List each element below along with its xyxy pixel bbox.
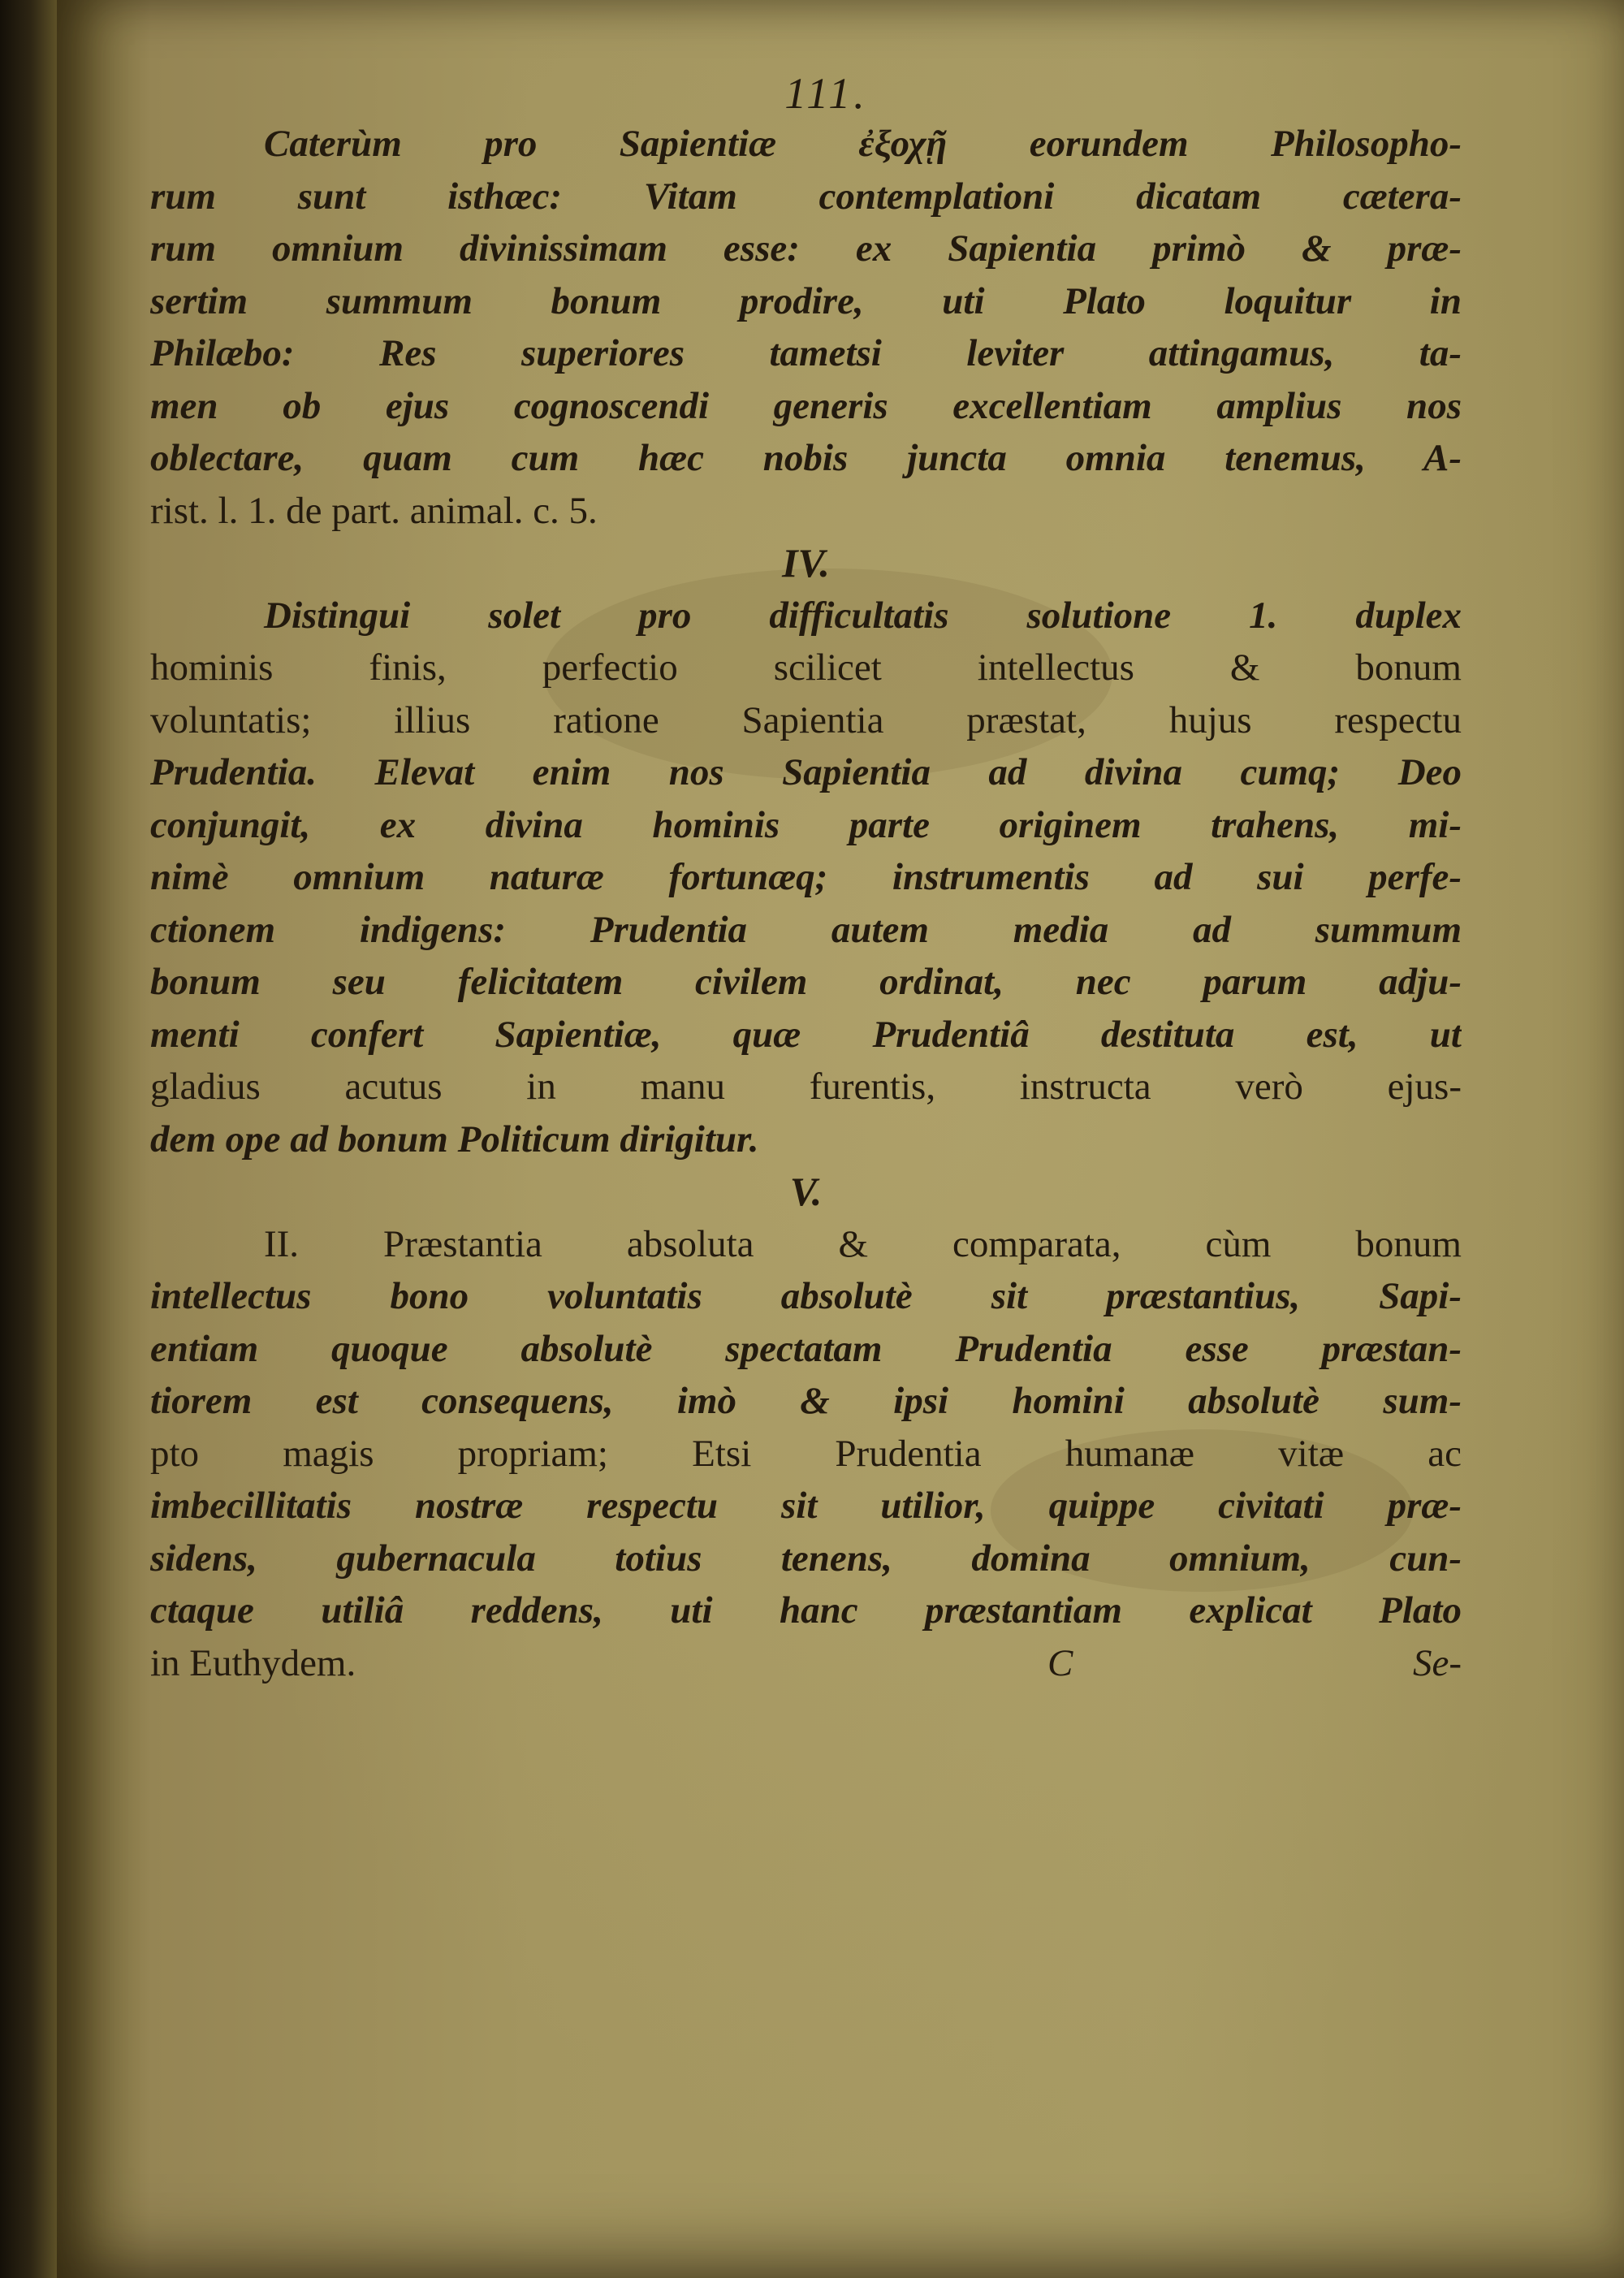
text-line: gladius acutus in manu furentis, instructa verò ejus- bbox=[150, 1066, 1462, 1108]
text-line: ctaque utiliâ reddens, uti hanc præstantiam explicat Plato bbox=[150, 1589, 1462, 1632]
text-line: pto magis propriam; Etsi Prudentia humanæ vitæ ac bbox=[150, 1432, 1462, 1475]
text-line: ctionem indigens: Prudentia autem media ad summum bbox=[150, 908, 1462, 951]
text-block bbox=[150, 69, 1462, 1689]
section-heading-iv: IV. bbox=[782, 540, 830, 586]
page-footer bbox=[150, 1637, 1462, 1690]
text-line: rist. l. 1. de part. animal. c. 5. bbox=[150, 489, 598, 532]
text-line: rum sunt isthæc: Vitam contemplationi dicatam cætera- bbox=[150, 175, 1462, 218]
book-page bbox=[57, 0, 1624, 2278]
text-line: entiam quoque absolutè spectatam Prudentia esse præstan- bbox=[150, 1327, 1462, 1370]
text-line: intellectus bono voluntatis absolutè sit præstantius, Sapi- bbox=[150, 1275, 1462, 1317]
page-number: 111. bbox=[784, 69, 868, 118]
text-line: menti confert Sapientiæ, quæ Prudentiâ destituta est, ut bbox=[150, 1013, 1462, 1056]
text-line: sertim summum bonum prodire, uti Plato loquitur in bbox=[150, 279, 1462, 322]
catchword: Se- bbox=[1412, 1641, 1462, 1684]
text-line: rum omnium divinissimam esse: ex Sapientia primò & præ- bbox=[150, 227, 1462, 270]
text-line: hominis finis, perfectio scilicet intellectus & bonum bbox=[150, 646, 1462, 689]
text-line: imbecillitatis nostræ respectu sit utilior, quippe civitati præ- bbox=[150, 1485, 1462, 1527]
text-line: tiorem est consequens, imò & ipsi homini absolutè sum- bbox=[150, 1380, 1462, 1422]
text-line: dem ope ad bonum Politicum dirigitur. bbox=[150, 1117, 759, 1161]
text-line: Distingui solet pro difficultatis solutione 1. duplex bbox=[264, 594, 1462, 637]
text-line: Philæbo: Res superiores tametsi leviter attingamus, ta- bbox=[150, 332, 1462, 374]
text-line: II. Præstantia absoluta & comparata, cùm bonum bbox=[264, 1222, 1462, 1265]
text-line: sidens, gubernacula totius tenens, domina omnium, cun- bbox=[150, 1537, 1462, 1580]
text-line: voluntatis; illius ratione Sapientia præstat, hujus respectu bbox=[150, 698, 1462, 741]
book-gutter bbox=[0, 0, 57, 2278]
text-line: Caterùm pro Sapientiæ ἐξοχῇ eorundem Philosopho- bbox=[264, 123, 1462, 165]
text-line: men ob ejus cognoscendi generis excellentiam amplius nos bbox=[150, 384, 1462, 427]
signature-mark: C bbox=[1047, 1641, 1073, 1684]
text-line: bonum seu felicitatem civilem ordinat, nec parum adju- bbox=[150, 961, 1462, 1003]
section-heading-v: V. bbox=[789, 1169, 823, 1214]
text-line: in Euthydem. bbox=[150, 1641, 356, 1684]
text-line: nimè omnium naturæ fortunæq; instrumentis ad sui perfe- bbox=[150, 856, 1462, 898]
text-line: conjungit, ex divina hominis parte originem trahens, mi- bbox=[150, 803, 1462, 846]
text-line: oblectare, quam cum hæc nobis juncta omnia tenemus, A- bbox=[150, 437, 1462, 479]
text-line: Prudentia. Elevat enim nos Sapientia ad divina cumq; Deo bbox=[150, 751, 1462, 793]
